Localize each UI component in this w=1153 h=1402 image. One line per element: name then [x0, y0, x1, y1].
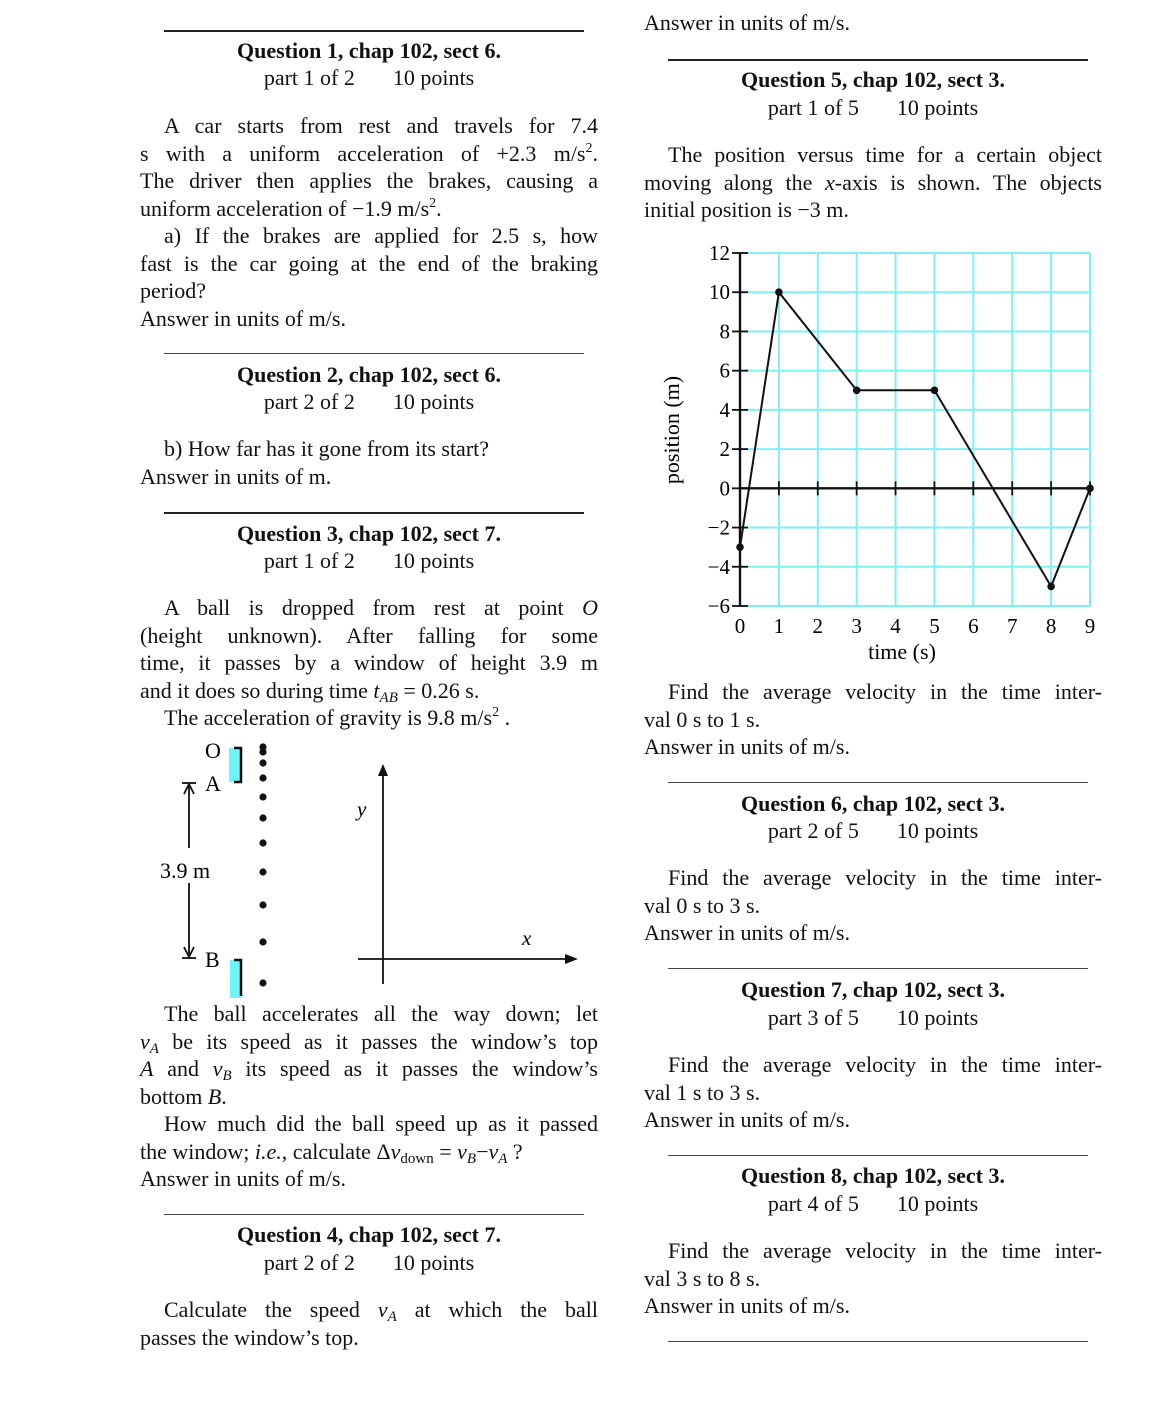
body-line: A ball is dropped from rest at point O: [164, 595, 599, 620]
svg-text:9: 9: [1084, 614, 1096, 638]
part-label: part 3 of 5: [767, 1005, 859, 1030]
body-line: bottom B.: [140, 1083, 227, 1109]
question-body: [644, 1237, 1102, 1320]
question-body-continued: [140, 1000, 598, 1193]
question-part-points: [644, 1004, 1102, 1032]
points-label: 10 points: [896, 1005, 979, 1030]
answer-units: Answer in units of m/s.: [644, 734, 850, 759]
question-line: a) If the brakes are applied for 2.5 s, how: [164, 223, 598, 248]
svg-text:3: 3: [851, 614, 862, 638]
part-label: part 1 of 5: [767, 95, 859, 120]
svg-text:−6: −6: [707, 594, 730, 618]
question-line: fast is the car going at the end of the braking: [140, 250, 598, 276]
axis-label-x: x: [522, 926, 532, 950]
points-label: 10 points: [392, 1250, 475, 1275]
points-label: 10 points: [896, 1191, 979, 1216]
answer-units: Answer in units of m/s.: [644, 10, 850, 35]
svg-text:4: 4: [890, 614, 901, 638]
x-axis-label: time (s): [868, 639, 936, 664]
question-line: the window; i.e., calculate $\Delta v_{down} = v_B-v_A$ ?: [140, 1138, 523, 1167]
question-intro: [644, 141, 1102, 224]
part-label: part 2 of 5: [767, 818, 859, 843]
question-part-points: [140, 1249, 598, 1277]
points-label: 10 points: [392, 389, 475, 414]
svg-text:−4: −4: [707, 554, 730, 579]
question-line: Find the average velocity in the time inter-: [668, 865, 1102, 890]
body-line: The ball accelerates all the way down; let: [164, 1001, 598, 1026]
question-line: How much did the ball speed up as it passed: [164, 1111, 598, 1136]
question-line: b) How far has it gone from its start?: [164, 436, 490, 461]
answer-units: Answer in units of m/s.: [140, 305, 346, 331]
svg-text:8: 8: [719, 319, 730, 344]
body-line: uniform acceleration of −1.9 $m/s^2$.: [140, 195, 442, 221]
svg-text:2: 2: [719, 437, 730, 462]
svg-text:0: 0: [719, 476, 730, 501]
svg-text:12: 12: [709, 241, 730, 265]
part-label: part 1 of 2: [263, 65, 355, 90]
question-line: passes the window’s top.: [140, 1324, 359, 1350]
question-part-points: [644, 1190, 1102, 1218]
question-divider: [668, 968, 1088, 969]
question-body: [644, 678, 1102, 761]
body-line: and it does so during time $t_{AB} = 0.26$ s.: [140, 677, 480, 706]
points-label: 10 points: [896, 95, 979, 120]
question-line: val 1 s to 3 s.: [644, 1079, 761, 1105]
window-top-icon: [229, 748, 241, 782]
window-bottom-icon: [230, 960, 241, 998]
points-label: 10 points: [392, 548, 475, 573]
height-label: 3.9 m: [160, 858, 211, 883]
svg-text:0: 0: [734, 614, 746, 638]
svg-text:5: 5: [929, 614, 940, 638]
svg-text:1: 1: [773, 614, 785, 638]
answer-units: Answer in units of m/s.: [644, 920, 850, 945]
body-line: A car starts from rest and travels for 7.4: [164, 113, 598, 138]
svg-text:7: 7: [1006, 614, 1018, 638]
question-title: Question 8, chap 102, sect 3.: [741, 1163, 1005, 1188]
body-line: (height unknown). After falling for some: [140, 622, 598, 648]
part-label: part 1 of 2: [263, 548, 355, 573]
data-point-markers: [736, 288, 1094, 590]
body-line: $v_A$ be its speed as it passes the window’s top: [140, 1028, 598, 1057]
question-divider: [164, 30, 584, 32]
question-part-points: [140, 547, 598, 575]
svg-text:6: 6: [968, 614, 979, 638]
question-line: val 0 s to 1 s.: [644, 706, 761, 732]
y-tick-labels: [708, 241, 731, 618]
question-divider: [164, 512, 584, 514]
question-part-points: [644, 817, 1102, 845]
question-body: [140, 112, 598, 332]
answer-units: Answer in units of m/s.: [644, 1293, 850, 1318]
question-divider: [668, 1341, 1088, 1342]
question-divider: [164, 353, 584, 354]
svg-text:10: 10: [709, 280, 730, 305]
body-line: A and $v_B$ its speed as it passes the window’s: [140, 1056, 598, 1084]
chart-axes: [732, 253, 1090, 606]
label-B: B: [205, 947, 220, 972]
question-divider: [668, 782, 1088, 783]
svg-text:−2: −2: [707, 515, 730, 540]
position-time-chart: [644, 238, 1102, 670]
ball-positions-dots: [259, 743, 266, 986]
x-tick-labels: [735, 614, 1096, 638]
question-body: [140, 594, 598, 732]
question-title: Question 4, chap 102, sect 7.: [237, 1222, 501, 1247]
question-part-points: [140, 64, 598, 92]
body-line: The position versus time for a certain object: [668, 142, 1102, 167]
question-body: [140, 435, 598, 490]
position-line: [740, 292, 1090, 586]
part-label: part 4 of 5: [767, 1191, 859, 1216]
question-line: Calculate the speed $v_A$ at which the ball: [164, 1297, 598, 1325]
question-divider: [668, 1155, 1088, 1156]
question-body: [140, 1296, 598, 1351]
question-line: val 0 s to 3 s.: [644, 892, 761, 918]
question-title: Question 3, chap 102, sect 7.: [237, 521, 501, 546]
answer-units: Answer in units of m/s.: [644, 1107, 850, 1132]
question-divider: [668, 59, 1088, 61]
falling-ball-figure: [140, 730, 598, 1005]
question-line: Find the average velocity in the time inter-: [668, 679, 1102, 704]
gravity-line: The acceleration of gravity is 9.8 $m/s^2$ .: [164, 705, 511, 730]
svg-text:2: 2: [812, 614, 824, 638]
answer-units: Answer in units of m.: [140, 463, 332, 489]
label-A: A: [205, 771, 221, 796]
question-line: Find the average velocity in the time inter-: [668, 1238, 1102, 1263]
question-line: val 3 s to 8 s.: [644, 1265, 761, 1291]
question-title: Question 1, chap 102, sect 6.: [237, 38, 501, 63]
chart-grid: [740, 253, 1090, 606]
question-body: [644, 1051, 1102, 1134]
answer-units: Answer in units of m/s.: [140, 1166, 346, 1191]
svg-text:4: 4: [719, 397, 730, 422]
svg-text:6: 6: [719, 358, 730, 383]
body-line: The driver then applies the brakes, causing a: [140, 168, 598, 193]
xy-axes-icon: [358, 764, 578, 984]
y-axis-label: position (m): [659, 375, 684, 485]
part-label: part 2 of 2: [263, 389, 355, 414]
points-label: 10 points: [896, 818, 979, 843]
question-part-points: [140, 388, 598, 416]
question-line: Find the average velocity in the time inter-: [668, 1052, 1102, 1077]
svg-text:8: 8: [1045, 614, 1057, 638]
question-title: Question 5, chap 102, sect 3.: [741, 67, 1005, 92]
question-divider: [164, 1214, 584, 1215]
question-line: period?: [140, 278, 206, 303]
body-line: moving along the x-axis is shown. The objects: [644, 169, 1102, 195]
question-title: Question 2, chap 102, sect 6.: [237, 362, 501, 387]
axis-label-y: y: [357, 797, 367, 821]
body-line: time, it passes by a window of height 3.9 m: [140, 650, 598, 675]
body-line: s with a uniform acceleration of +2.3 $m/s^2$.: [140, 140, 598, 166]
label-O: O: [205, 738, 221, 763]
body-line: initial position is −3 m.: [644, 197, 849, 222]
points-label: 10 points: [392, 65, 475, 90]
question-title: Question 6, chap 102, sect 3.: [741, 791, 1005, 816]
question-title: Question 7, chap 102, sect 3.: [741, 977, 1005, 1002]
question-part-points: [644, 94, 1102, 122]
part-label: part 2 of 2: [263, 1250, 355, 1275]
question-body: [644, 864, 1102, 947]
